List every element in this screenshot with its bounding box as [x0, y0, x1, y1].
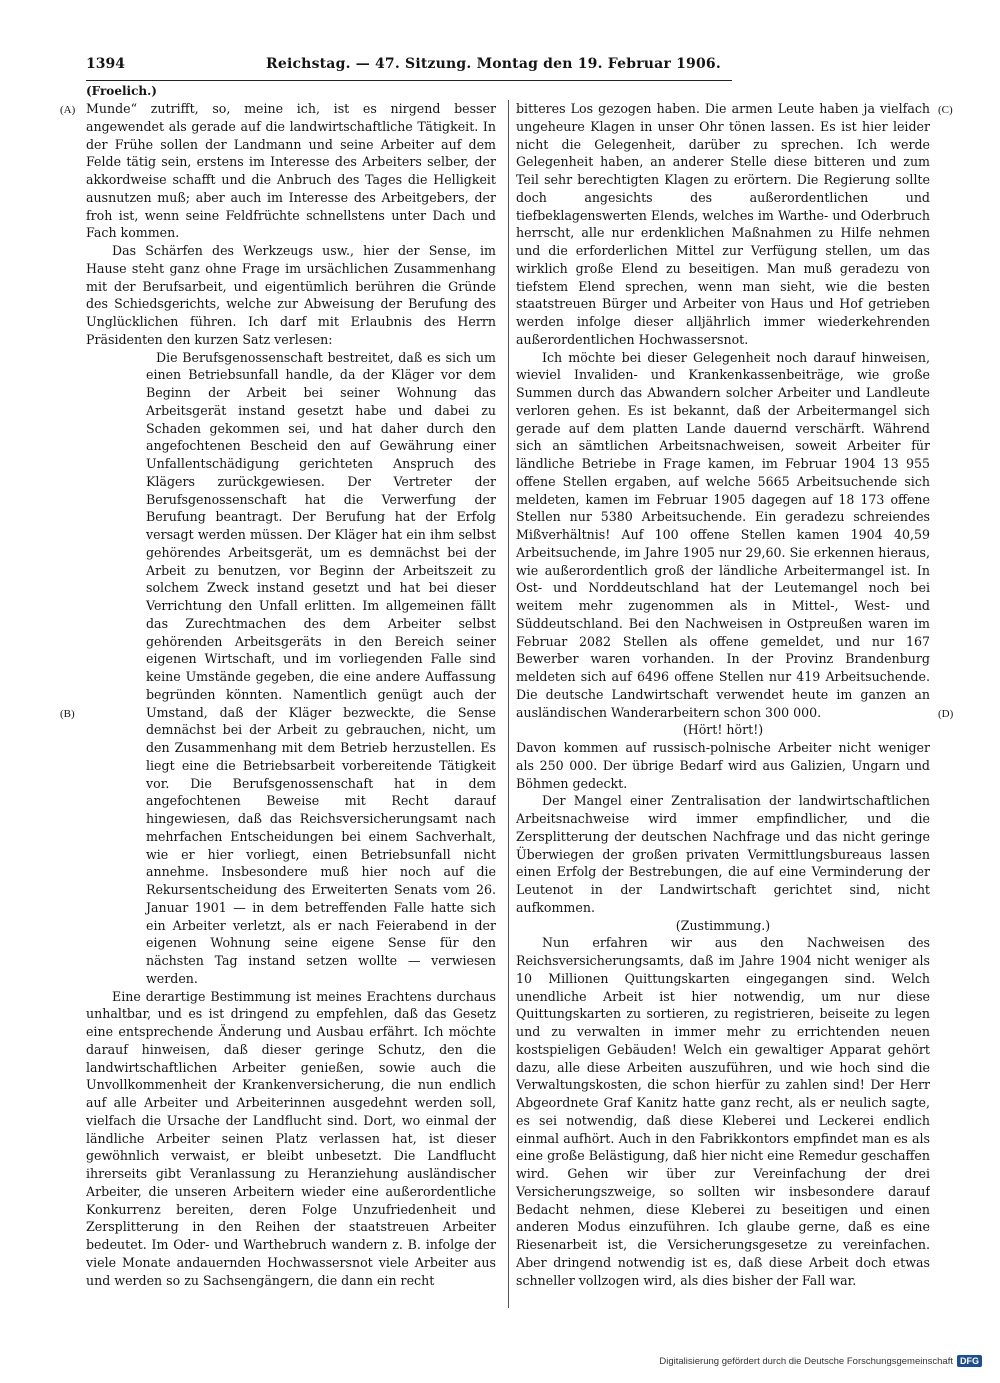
- page-number: 1394: [86, 56, 125, 72]
- right-column: [516, 100, 930, 1315]
- paragraph: bitteres Los gezogen haben. Die armen Leute haben ja vielfach ungeheure Klagen in unser Ohr tönen lassen. Es ist hier leider nicht die Gelegenheit, darüber zu sprechen. Ich werde Gelegenheit haben, an anderer Stelle diese bitteren und zum Teil sehr berechtigten Klagen zu erörtern. Die Regierung sollte doch angesichts des außerordentlichen und tiefbeklagenswerten Elends, welches im Warthe- und Oderbruch herrscht, alle nur erdenklichen Maßnahmen zu Hilfe nehmen und die erforderlichen Mittel zur Verfügung stellen, um das wirklich große Elend zu beseitigen. Man muß geradezu von tiefstem Elend sprechen, wenn man sieht, wie die besten staatstreuen Bürger und Arbeiter von Haus und Hof getrieben werden infolge dieser alljährlich immer wiederkehrenden außerordentlichen Hochwassersnot.: [516, 101, 930, 347]
- paragraph: Davon kommen auf russisch-polnische Arbeiter nicht weniger als 250 000. Der übrige Bedarf wird aus Galizien, Ungarn und Böhmen gedeckt.: [516, 740, 930, 791]
- dfg-logo-icon: DFG: [957, 1355, 982, 1367]
- interjection: (Hört! hört!): [682, 722, 764, 738]
- running-title: Reichstag. — 47. Sitzung. Montag den 19. Februar 1906.: [266, 56, 721, 72]
- paragraph: Ich möchte bei dieser Gelegenheit noch darauf hinweisen, wieviel Invaliden- und Krankenkassenbeiträge, wie große Summen durch das Abwandern solcher Arbeiter und Landleute verloren gehen. Es ist bekannt, daß der Arbeitermangel sich gerade auf dem platten Lande dauernd verschärft. Während sich an sämtlichen Arbeitsnachweisen, soweit Arbeiter für ländliche Betriebe in Frage kamen, im Februar 1904 13 955 offene Stellen ergaben, auf welche 5665 Arbeitsuchende sich meldeten, kamen im Februar 1905 dagegen auf 18 173 offene Stellen nur 5380 Arbeitsuchende. Ein geradezu schreiendes Mißverhältnis! Auf 100 offene Stellen kamen 1904 40,59 Arbeitsuchende, im Jahre 1905 nur 29,60. Sie erkennen hieraus, wie außerordentlich groß der ländliche Arbeitermangel ist. In Ost- und Norddeutschland hat der Leutemangel noch bei weitem mehr zugenommen als in Mittel-, West- und Süddeutschland. Bei den Nachweisen in Ostpreußen waren im Februar 2082 Stellen als offene gemeldet, und nur 167 Bewerber waren vorhanden. In der Provinz Brandenburg meldeten sich auf 6496 offene Stellen nur 419 Arbeitsuchende. Die deutsche Landwirtschaft verwendet heute im ganzen an ausländischen Wanderarbeitern schon 300 000.: [516, 349, 930, 720]
- paragraph: Munde“ zutrifft, so, meine ich, ist es nirgend besser angewendet als gerade auf die landwirtschaftliche Tätigkeit. In der Frühe sollen der Landmann und seine Arbeiter auf dem Felde tätig sein, erstens im Interesse des Arbeiters selber, der akkordweise schafft und die Anbruch des Tages die Helligkeit ausnutzen muß; aber auch im Interesse des Arbeitgebers, der froh ist, wenn seine Feldfrüchte schnellstens unter Dach und Fach kommen.: [86, 101, 496, 241]
- page-header: [86, 56, 732, 78]
- margin-marker-a: (A): [60, 104, 76, 116]
- margin-marker-d: (D): [938, 708, 954, 720]
- paragraph: Eine derartige Bestimmung ist meines Erachtens durchaus unhaltbar, und es ist dringend zu empfehlen, daß das Gesetz eine entsprechende Änderung und Ausbau erfährt. Ich möchte darauf hinweisen, daß dieser geringe Schutz, den die landwirtschaftlichen Arbeiter genießen, sowie auch die Unvollkommenheit der Krankenversicherung, die nun endlich auf alle Arbeiter und Arbeiterinnen ausgedehnt werden soll, vielfach die Ursache der Landflucht sind. Dort, wo einmal der ländliche Arbeiter seinen Platz verlassen hat, ist dieser gewöhnlich verwaist, er bleibt unbesetzt. Die Landflucht ihrerseits gibt Veranlassung zu Heranziehung ausländischer Arbeiter, die unseren Arbeitern wieder eine außerordentliche Konkurrenz bereiten, deren Folge Unzufriedenheit und Zersplitterung in den Reihen der staatstreuen Arbeiter bedeutet. Im Oder- und Warthebruch wandern z. B. infolge der viele Monate andauernden Hochwassersnot viele Arbeiter aus und werden so zu Sachsengängern, die dann ein recht: [86, 988, 496, 1288]
- footer-text: Digitalisierung gefördert durch die Deutsche Forschungsgemeinschaft: [659, 1355, 953, 1367]
- header-rule: [86, 80, 732, 81]
- quoted-decision: Die Berufsgenossenschaft bestreitet, daß es sich um einen Betriebsunfall handle, da der Kläger vor dem Beginn der Arbeit bei seiner Wohnung das Arbeitsgerät instand gesetzt habe und dabei zu Schaden gekommen sei, und hat daher durch den angefochtenen Bescheid den auf Gewährung einer Unfallentschädigung gerichteten Anspruch des Klägers zurückgewiesen. Der Vertreter der Berufsgenossenschaft hat die Verwerfung der Berufung beantragt. Der Berufung hat der Erfolg versagt werden müssen. Der Kläger hat ein ihm selbst gehörendes Arbeitsgerät, um es demnächst bei der Arbeit zu benutzen, vor Beginn der Arbeitszeit zu solchem Zweck instand gesetzt und hat bei dieser Verrichtung den Unfall erlitten. Im allgemeinen fällt das Zurechtmachen des dem Arbeiter selbst gehörenden Arbeitsgeräts in den Bereich seiner eigenen Wirtschaft, und im vorliegenden Falle sind keine Umstände gegeben, die eine andere Auffassung begründen könnten. Namentlich genügt auch der Umstand, daß der Kläger bezweckte, die Sense demnächst bei der Arbeit zu gebrauchen, nicht, um den Zusammenhang mit dem Betrieb herzustellen. Es liegt eine die Betriebsarbeit vorbereitende Tätigkeit vor. Die Berufsgenossenschaft hat in dem angefochtenen Beweise mit Recht darauf hingewiesen, daß das Reichsversicherungsamt nach mehrfachen Entscheidungen bei einem Sachverhalt, wie er hier vorliegt, einen Betriebsunfall nicht annehme. Insbesondere muß hier noch auf die Rekursentscheidung des Erweiterten Senats vom 26. Januar 1901 — in dem betreffenden Falle hatte sich ein Arbeiter verletzt, als er nach Feierabend in der eigenen Wohnung seine eigene Sense für den nächsten Tag instand setzen wollte — verwiesen werden.: [146, 349, 496, 986]
- paragraph: Das Schärfen des Werkzeugs usw., hier der Sense, im Hause steht ganz ohne Frage im ursächlichen Zusammenhang mit der Berufsarbeit, und eigentümlich berühren die Gründe des Schiedsgerichts, welche zur Abweisung der Berufung des Unglücklichen führen. Ich darf mit Erlaubnis des Herrn Präsidenten den kurzen Satz verlesen:: [86, 243, 496, 347]
- interjection: (Zustimmung.): [675, 917, 771, 933]
- digitization-footer: [659, 1355, 982, 1367]
- speaker-name: (Froelich.): [86, 84, 157, 98]
- margin-marker-b: (B): [60, 708, 75, 720]
- paragraph: Nun erfahren wir aus den Nachweisen des Reichsversicherungsamts, daß im Jahre 1904 nicht weniger als 10 Millionen Quittungskarten eingegangen sind. Welch unendliche Arbeit ist hier notwendig, um nur diese Quittungskarten zu sortieren, zu registrieren, beiseite zu legen und zu verwalten in immer mehr zu errichtenden neuen kostspieligen Gebäuden! Welch ein gewaltiger Apparat gehört dazu, alle diese Arbeiten auszuführen, und wie hoch sind die Verwaltungskosten, die schon hierfür zu zahlen sind! Der Herr Abgeordnete Graf Kanitz hatte ganz recht, als er neulich sagte, es sei notwendig, daß diese Kleberei und Leckerei endlich einmal aufhört. Auch in den Fabrikkontors empfindet man es als eine große Belästigung, daß hier nicht eine Remedur geschaffen wird. Gehen wir über zur Vereinfachung der drei Versicherungszweige, so sollten wir insbesondere darauf Bedacht nehmen, diese Kleberei zu beseitigen und einen anderen Modus einzuführen. Ich glaube gerne, daß es eine Riesenarbeit ist, die Versicherungsgesetze zu vereinfachen. Aber dringend notwendig ist es, daß diese Arbeit doch etwas schneller vollzogen wird, als dies bisher der Fall war.: [516, 935, 930, 1288]
- column-divider: [508, 100, 509, 1308]
- paragraph: Der Mangel einer Zentralisation der landwirtschaftlichen Arbeitsnachweise wird immer empfindlicher, und die Zersplitterung der deutschen Nachfrage und das nicht geringe Überwiegen der großen privaten Vermittlungsbureaus lassen einen Erfolg der Bestrebungen, die auf eine Verminderung der Leutenot in der Landwirtschaft gerichtet sind, nicht aufkommen.: [516, 793, 930, 915]
- margin-marker-c: (C): [938, 104, 953, 116]
- left-column: [86, 100, 496, 1315]
